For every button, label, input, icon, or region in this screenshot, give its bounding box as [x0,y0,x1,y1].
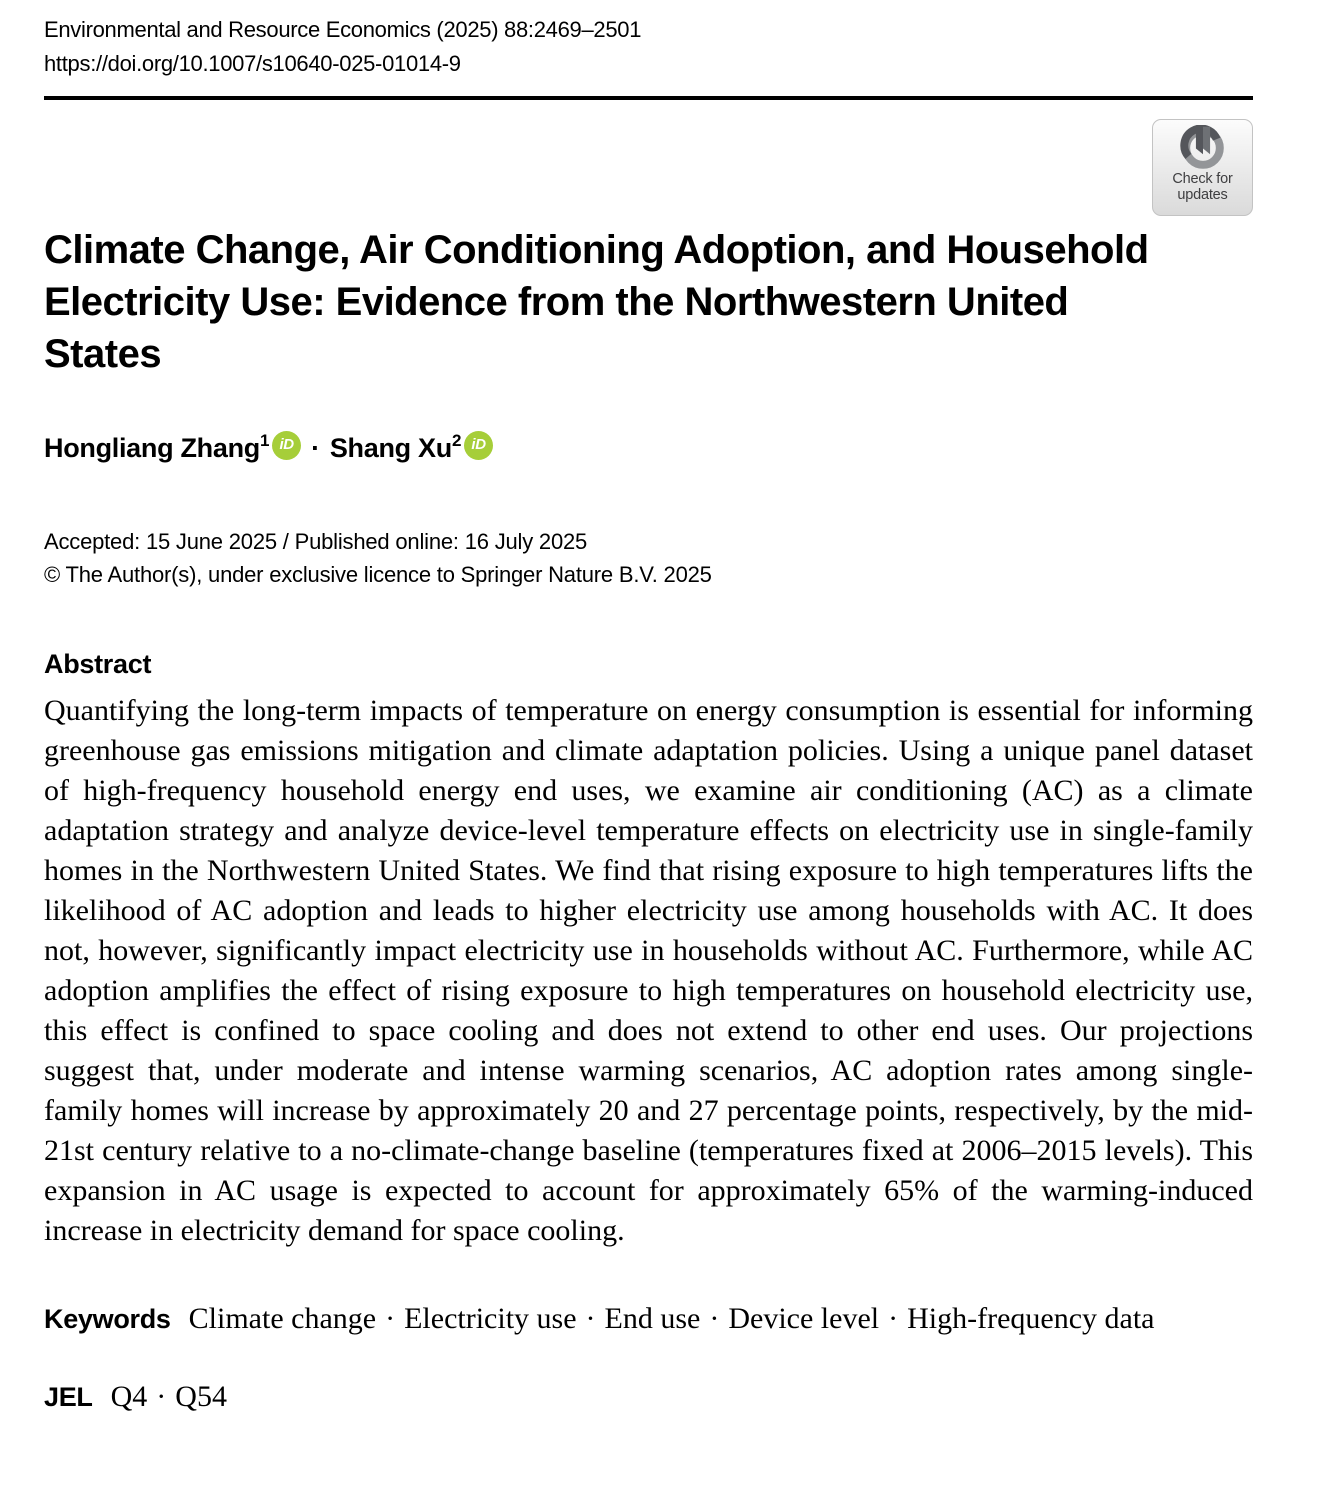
article-title: Climate Change, Air Conditioning Adoption, and Household Electricity Use: Evidence from the Northwestern United States [44,228,1149,376]
author-affiliation-sup-2: 2 [451,431,462,450]
crossmark-label-line2: updates [1177,187,1228,203]
keyword-4: Device level [728,1302,880,1335]
abstract-text: Quantifying the long-term impacts of temperature on energy consumption is essential for informing greenhouse gas emissions mitigation and climate adaptation policies. Using a unique panel dataset of high-frequency household energy end uses, we examine air conditioning (AC) as a climate adaptation strategy and analyze device-level temperature effects on electricity use in single-family homes in the Northwestern United States. We find that rising exposure to high temperatures lifts the likelihood of AC adoption and leads to higher electricity use among households with AC. It does not, however, significantly impact electricity use in households without AC. Furthermore, while AC adoption amplifies the effect of rising exposure to high temperatures on household electricity use, this effect is confined to space cooling and does not extend to other end uses. Our projections suggest that, under moderate and intense warming scenarios, AC adoption rates among single-family homes will increase by approximately 20 and 27 percentage points, respectively, by the mid-21st century relative to a no-climate-change baseline (temperatures fixed at 2006–2015 levels). This expansion in AC usage is expected to account for approximately 65% of the warming-induced increase in electricity demand for space cooling. [44,694,1253,1247]
keyword-separator: · [385,1302,396,1335]
keywords-heading: Keywords [44,1304,171,1334]
keyword-5: High-frequency data [907,1302,1155,1335]
abstract-heading: Abstract [44,649,152,679]
jel-separator: · [156,1380,167,1413]
author-name-2: Shang Xu [329,433,452,463]
orcid-icon[interactable]: iD [272,431,301,460]
crossmark-icon [1176,125,1230,171]
check-for-updates-badge[interactable] [1152,119,1253,216]
journal-citation: Environmental and Resource Economics (2025) 88:2469–2501 [44,17,642,42]
author-name-1: Hongliang Zhang [44,433,260,463]
keyword-2: Electricity use [404,1302,577,1335]
authors-line [44,424,1253,465]
orcid-icon[interactable]: iD [464,431,493,460]
badge-row [44,119,1253,216]
jel-heading: JEL [44,1382,93,1412]
accepted-published-line: Accepted: 15 June 2025 / Published online: 16 July 2025 [44,529,588,554]
keyword-separator: · [709,1302,720,1335]
keyword-separator: · [888,1302,899,1335]
copyright-line: © The Author(s), under exclusive licence to Springer Nature B.V. 2025 [44,562,712,587]
crossmark-label-line1: Check for [1172,171,1233,187]
jel-code-2: Q54 [175,1380,227,1413]
author-affiliation-sup-1: 1 [259,431,270,450]
keyword-1: Climate change [188,1302,377,1335]
journal-header [44,0,1253,81]
publication-info [44,525,1253,591]
header-rule [44,96,1253,100]
jel-code-1: Q4 [110,1380,148,1413]
keywords-line [44,1299,1253,1339]
crossmark-label [1172,171,1232,203]
keyword-3: End use [604,1302,701,1335]
author-separator: · [311,433,320,463]
doi-link[interactable]: https://doi.org/10.1007/s10640-025-01014-9 [44,51,461,76]
jel-line [44,1377,1253,1417]
keyword-separator: · [585,1302,596,1335]
